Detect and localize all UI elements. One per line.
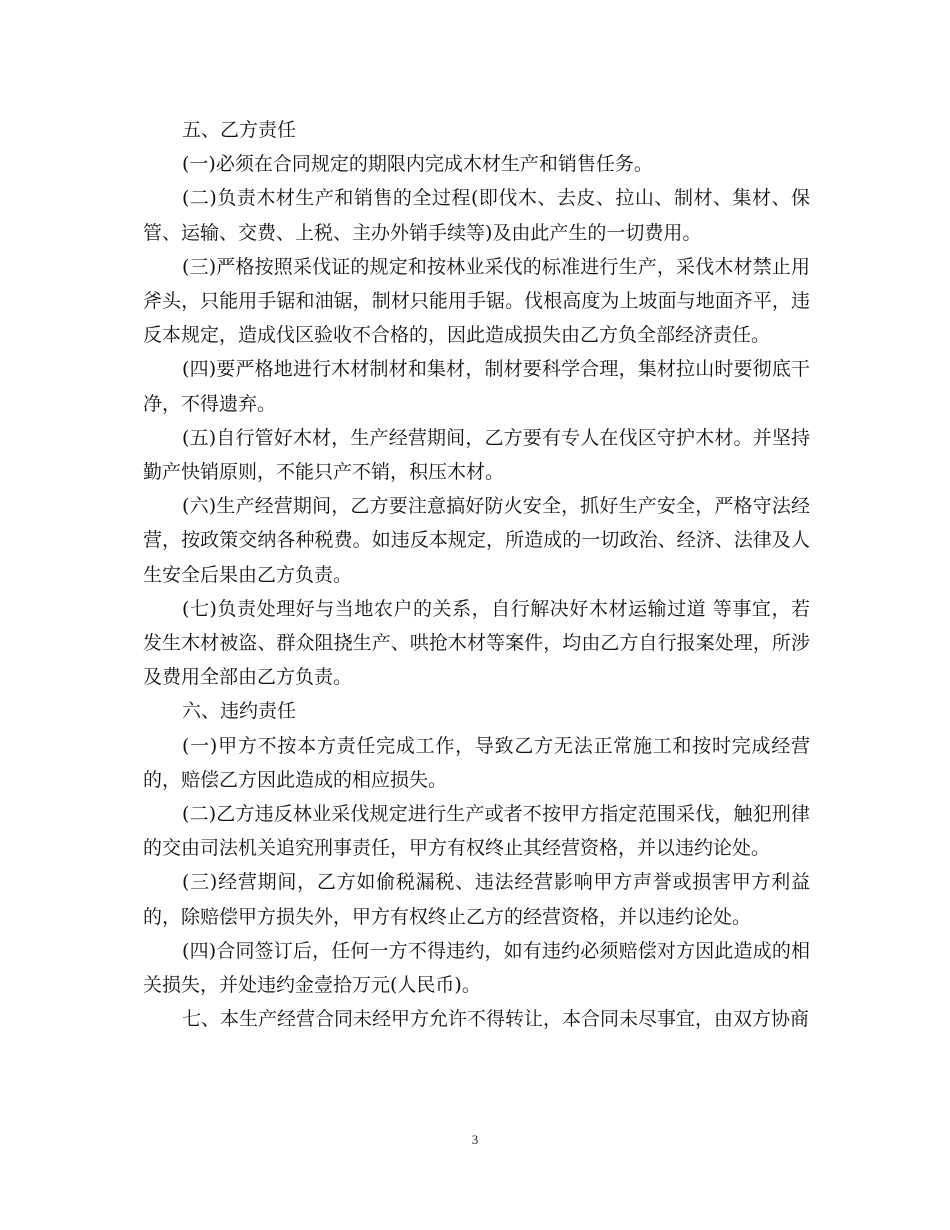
party-b-clause-7: (七)负责处理好与当地农户的关系，自行解决好木材运输过道 等事宜，若发生木材被盗、群众阻挠生产、哄抢木材等案件，均由乙方自行报案处理，所涉及费用全部由乙方负责。 (143, 597, 810, 689)
breach-clause-4: (四)合同签订后，任何一方不得违约，如有违约必须赔偿对方因此造成的相关损失，并处违约金壹拾万元(人民币)。 (143, 939, 810, 997)
party-b-clause-2: (二)负责木材生产和销售的全过程(即伐木、去皮、拉山、制材、集材、保管、运输、交费、上税、主办外销手续等)及由此产生的一切费用。 (143, 187, 810, 244)
clause-seven-transfer: 七、本生产经营合同未经甲方允许不得转让，本合同未尽事宜，由双方协商 (182, 1008, 810, 1031)
party-b-clause-4: (四)要严格地进行木材制材和集材，制材要科学合理，集材拉山时要彻底干净，不得遗弃。 (143, 358, 810, 415)
page-number: 3 (471, 1132, 479, 1147)
document-body (143, 113, 810, 1036)
breach-clause-2: (二)乙方违反林业采伐规定进行生产或者不按甲方指定范围采伐，触犯刑律的交由司法机关追究刑事责任，甲方有权终止其经营资格，并以违约论处。 (143, 803, 810, 860)
breach-clause-3: (三)经营期间，乙方如偷税漏税、违法经营影响甲方声誉或损害甲方利益的，除赔偿甲方损失外，甲方有权终止乙方的经营资格，并以违约论处。 (143, 871, 810, 928)
party-b-clause-3: (三)严格按照采伐证的规定和按林业采伐的标准进行生产，采伐木材禁止用斧头，只能用手锯和油锯，制材只能用手锯。伐根高度为上坡面与地面齐平，违反本规定，造成伐区验收不合格的，因此造成损失由乙方负全部经济责任。 (143, 255, 810, 347)
party-b-clause-6: (六)生产经营期间，乙方要注意搞好防火安全，抓好生产安全，严格守法经营，按政策交纳各种税费。如违反本规定，所造成的一切政治、经济、法律及人生安全后果由乙方负责。 (143, 495, 810, 586)
party-b-clause-1: (一)必须在合同规定的期限内完成木材生产和销售任务。 (182, 153, 653, 176)
breach-clause-1: (一)甲方不按本方责任完成工作，导致乙方无法正常施工和按时完成经营的，赔偿乙方因此造成的相应损失。 (143, 734, 810, 791)
heading-breach-liability: 六、违约责任 (182, 700, 297, 723)
heading-party-b-responsibility: 五、乙方责任 (182, 119, 297, 141)
party-b-clause-5: (五)自行管好木材，生产经营期间，乙方要有专人在伐区守护木材。并坚持勤产快销原则，不能只产不销，积压木材。 (143, 426, 810, 484)
